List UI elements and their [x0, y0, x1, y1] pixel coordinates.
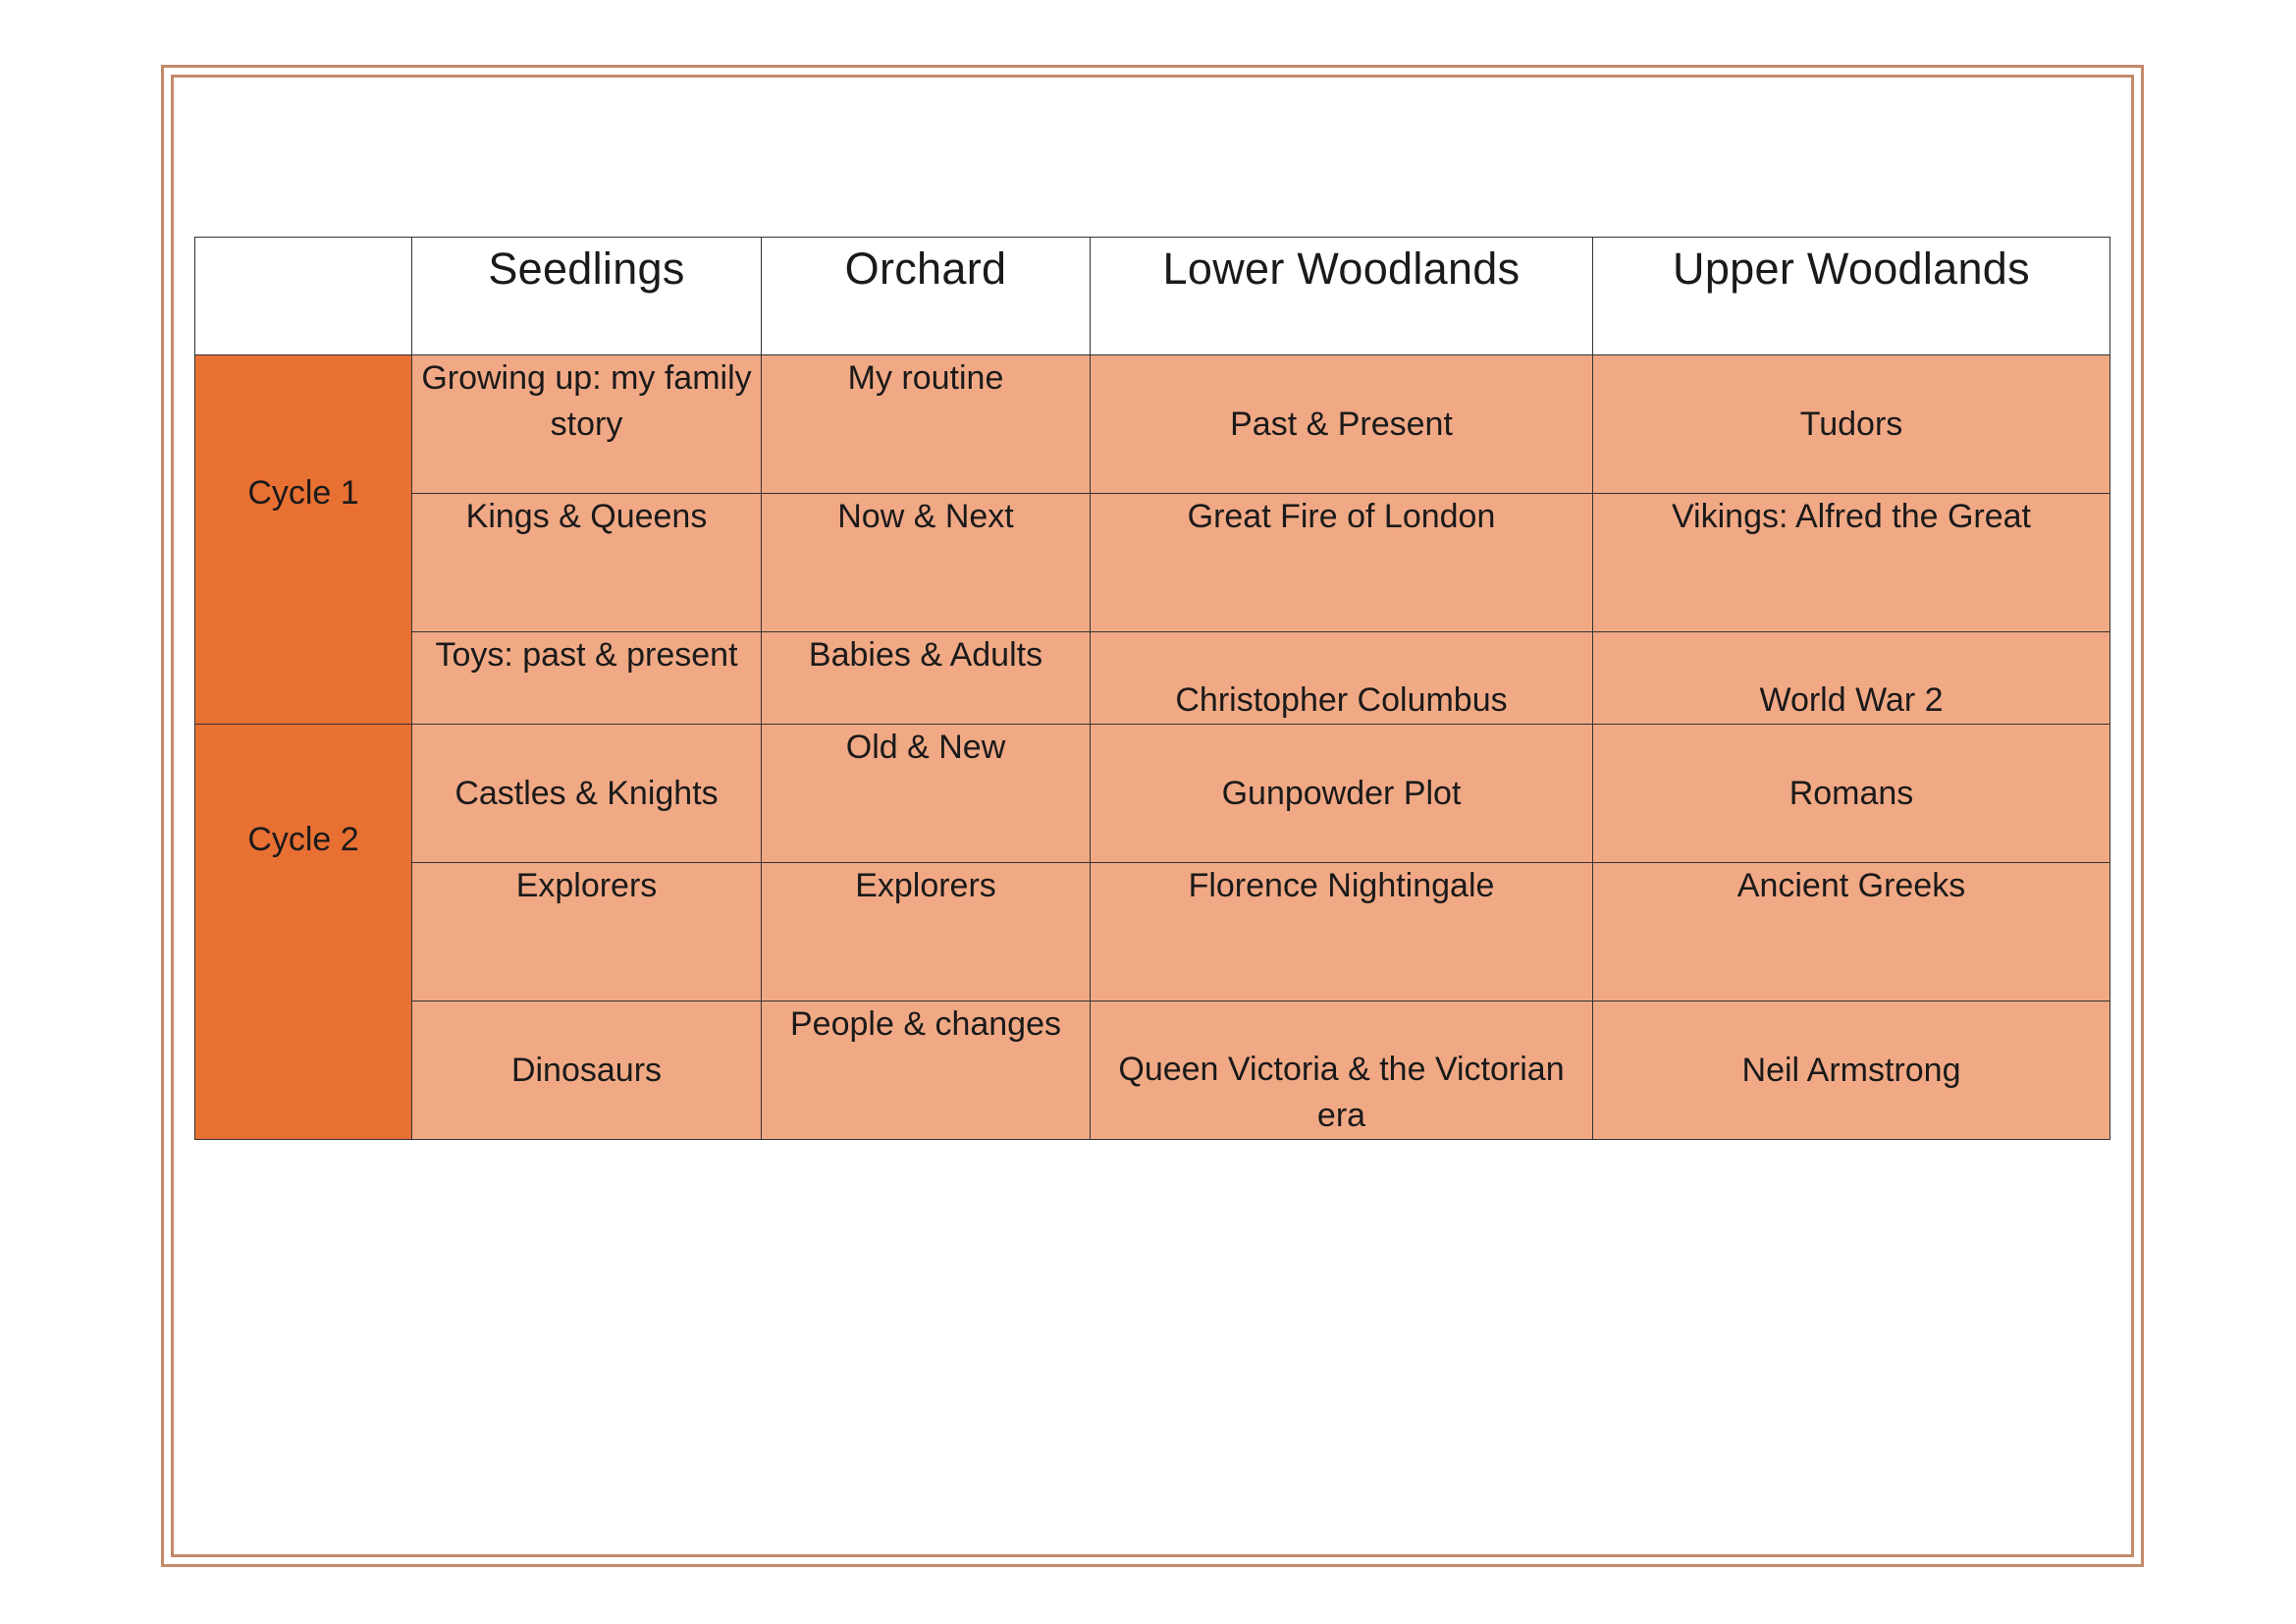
table-cell: Vikings: Alfred the Great: [1593, 494, 2110, 632]
header-upper-woodlands: Upper Woodlands: [1593, 238, 2110, 355]
table-cell: Great Fire of London: [1091, 494, 1593, 632]
table-cell: Queen Victoria & the Victorian era: [1091, 1001, 1593, 1140]
header-lower-woodlands: Lower Woodlands: [1091, 238, 1593, 355]
table-cell: Babies & Adults: [762, 632, 1091, 725]
table-cell: Tudors: [1593, 355, 2110, 494]
header-corner: [195, 238, 412, 355]
table-cell: Now & Next: [762, 494, 1091, 632]
table-cell: Explorers: [762, 863, 1091, 1001]
table-cell: Gunpowder Plot: [1091, 725, 1593, 863]
table-cell: Kings & Queens: [412, 494, 762, 632]
table-row: [195, 632, 2110, 725]
table-cell: My routine: [762, 355, 1091, 494]
table-cell: People & changes: [762, 1001, 1091, 1140]
table-cell: World War 2: [1593, 632, 2110, 725]
table-row: [195, 494, 2110, 632]
table-cell: Dinosaurs: [412, 1001, 762, 1140]
table-cell: Toys: past & present: [412, 632, 762, 725]
table-cell: Ancient Greeks: [1593, 863, 2110, 1001]
table-cell: Castles & Knights: [412, 725, 762, 863]
table-cell: Growing up: my family story: [412, 355, 762, 494]
header-seedlings: Seedlings: [412, 238, 762, 355]
cycle-label-text: Cycle 1: [247, 474, 359, 512]
table-cell: Past & Present: [1091, 355, 1593, 494]
cycle-label-1: [195, 355, 412, 725]
header-orchard: Orchard: [762, 238, 1091, 355]
table-cell: Old & New: [762, 725, 1091, 863]
table-cell: Romans: [1593, 725, 2110, 863]
table-cell: Christopher Columbus: [1091, 632, 1593, 725]
table-row: [195, 355, 2110, 494]
curriculum-table: [194, 237, 2110, 1140]
cycle-label-2: [195, 725, 412, 1140]
header-row: [195, 238, 2110, 355]
cycle-label-text: Cycle 2: [247, 820, 359, 858]
table-cell: Neil Armstrong: [1593, 1001, 2110, 1140]
table-row: [195, 863, 2110, 1001]
table-cell: Florence Nightingale: [1091, 863, 1593, 1001]
table-row: [195, 1001, 2110, 1140]
table-row: [195, 725, 2110, 863]
table-cell: Explorers: [412, 863, 762, 1001]
